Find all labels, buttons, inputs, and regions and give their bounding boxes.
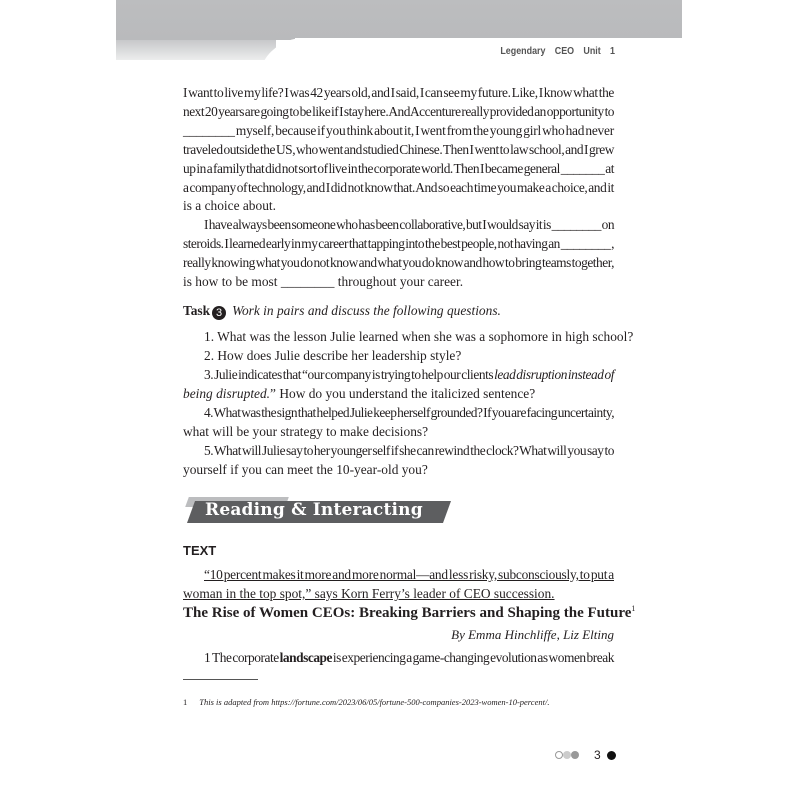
- passage-line: is a choice about.: [183, 198, 276, 213]
- task-heading: [183, 302, 614, 320]
- question: what will be your strategy to make decisions?: [183, 424, 429, 439]
- article-title: [183, 604, 636, 622]
- passage-line: traveled outside the US, who went and studied Chinese. Then I went to law school, and I grew: [183, 142, 614, 157]
- section-title: Reading & Interacting: [205, 500, 423, 520]
- passage-line: a company of technology, and I did not know that. And so each time you make a choice, and it: [183, 180, 614, 195]
- page-number: 3: [594, 748, 601, 762]
- question: 1. What was the lesson Julie learned when she was a sophomore in high school?: [204, 329, 634, 344]
- page-dot-gray-icon: [571, 751, 579, 759]
- question-text: ” How do you understand the italicized sentence?: [270, 386, 536, 401]
- footnote-ref[interactable]: 1: [631, 604, 636, 613]
- pull-quote-line: “10 percent makes it more and more normal—and less risky, subconsciously, to put a: [204, 567, 614, 582]
- paragraph-line: [204, 649, 614, 667]
- footnote-number: 1: [183, 697, 188, 707]
- passage-line: ________ myself, because if you think about it, I went from the young girl who had never: [183, 123, 614, 138]
- footnote-rule: [183, 679, 258, 680]
- text-label: TEXT: [183, 543, 217, 558]
- question: yourself if you can meet the 10-year-old you?: [183, 462, 428, 477]
- header-band-tab: [116, 40, 276, 60]
- unit-label: Unit 1: [583, 45, 615, 57]
- question: 5. What will Julie say to her younger self if she can rewind the clock? What will you say to: [204, 443, 614, 458]
- task-number-badge: 3: [212, 306, 226, 320]
- book-title: Legendary CEO: [500, 45, 575, 57]
- article-title-text: The Rise of Women CEOs: Breaking Barriers and Shaping the Future: [183, 605, 632, 621]
- page-dot-empty-icon: [555, 751, 563, 759]
- pull-quote-line: woman in the top spot,” says Korn Ferry’s leader of CEO succession.: [183, 586, 555, 601]
- running-head: [492, 45, 615, 57]
- footnote: [183, 697, 549, 708]
- page-dot-light-icon: [563, 751, 571, 759]
- question-italic: being disrupted.: [183, 386, 271, 401]
- paragraph-text: is experiencing a game-changing evolution as women break: [332, 650, 614, 665]
- vocab-word: landscape: [279, 650, 333, 665]
- task-label: Task: [183, 303, 211, 318]
- passage-line: next 20 years are going to be like if I stay here. And Accenture really provided an opportunity to: [183, 104, 614, 119]
- footnote-text: This is adapted from https://fortune.com/2023/06/05/fortune-500-companies-2023-women-10-percent/.: [199, 697, 550, 707]
- question-italic: lead disruption instead of: [494, 367, 614, 382]
- question-text: 3. Julie indicates that “our company is trying to help our clients: [204, 367, 495, 382]
- passage-line: steroids. I learned early in my career that tapping into the best people, not having an ________ ,: [183, 236, 614, 251]
- question: 2. How does Julie describe her leadership style?: [204, 348, 462, 363]
- question: [183, 385, 614, 403]
- page-dot-black-icon: [607, 751, 616, 760]
- passage-line: up in a family that did not sort of live in the corporate world. Then I became general _______ at: [183, 161, 614, 176]
- paragraph-text: The corporate: [212, 650, 280, 665]
- question: 4. What was the sign that helped Julie keep herself grounded? If you are facing uncertainty,: [204, 405, 614, 420]
- section-banner: [183, 497, 453, 525]
- passage-line: I want to live my life? I was 42 years old, and I said, I can see my future. Like, I know what the: [183, 85, 614, 100]
- passage-line: is how to be most ________ throughout your career.: [183, 274, 464, 289]
- passage-line: really knowing what you do not know and what you do know and how to bring teams together,: [183, 255, 614, 270]
- task-instruction: Work in pairs and discuss the following questions.: [232, 303, 501, 318]
- paragraph-number: 1: [204, 650, 211, 665]
- passage-line: I have always been someone who has been collaborative, but I would say it is ________ on: [204, 217, 614, 232]
- byline: By Emma Hinchliffe, Liz Elting: [451, 627, 614, 642]
- question: [204, 366, 614, 384]
- header-band: [116, 0, 682, 40]
- header-band-edge: [295, 38, 682, 42]
